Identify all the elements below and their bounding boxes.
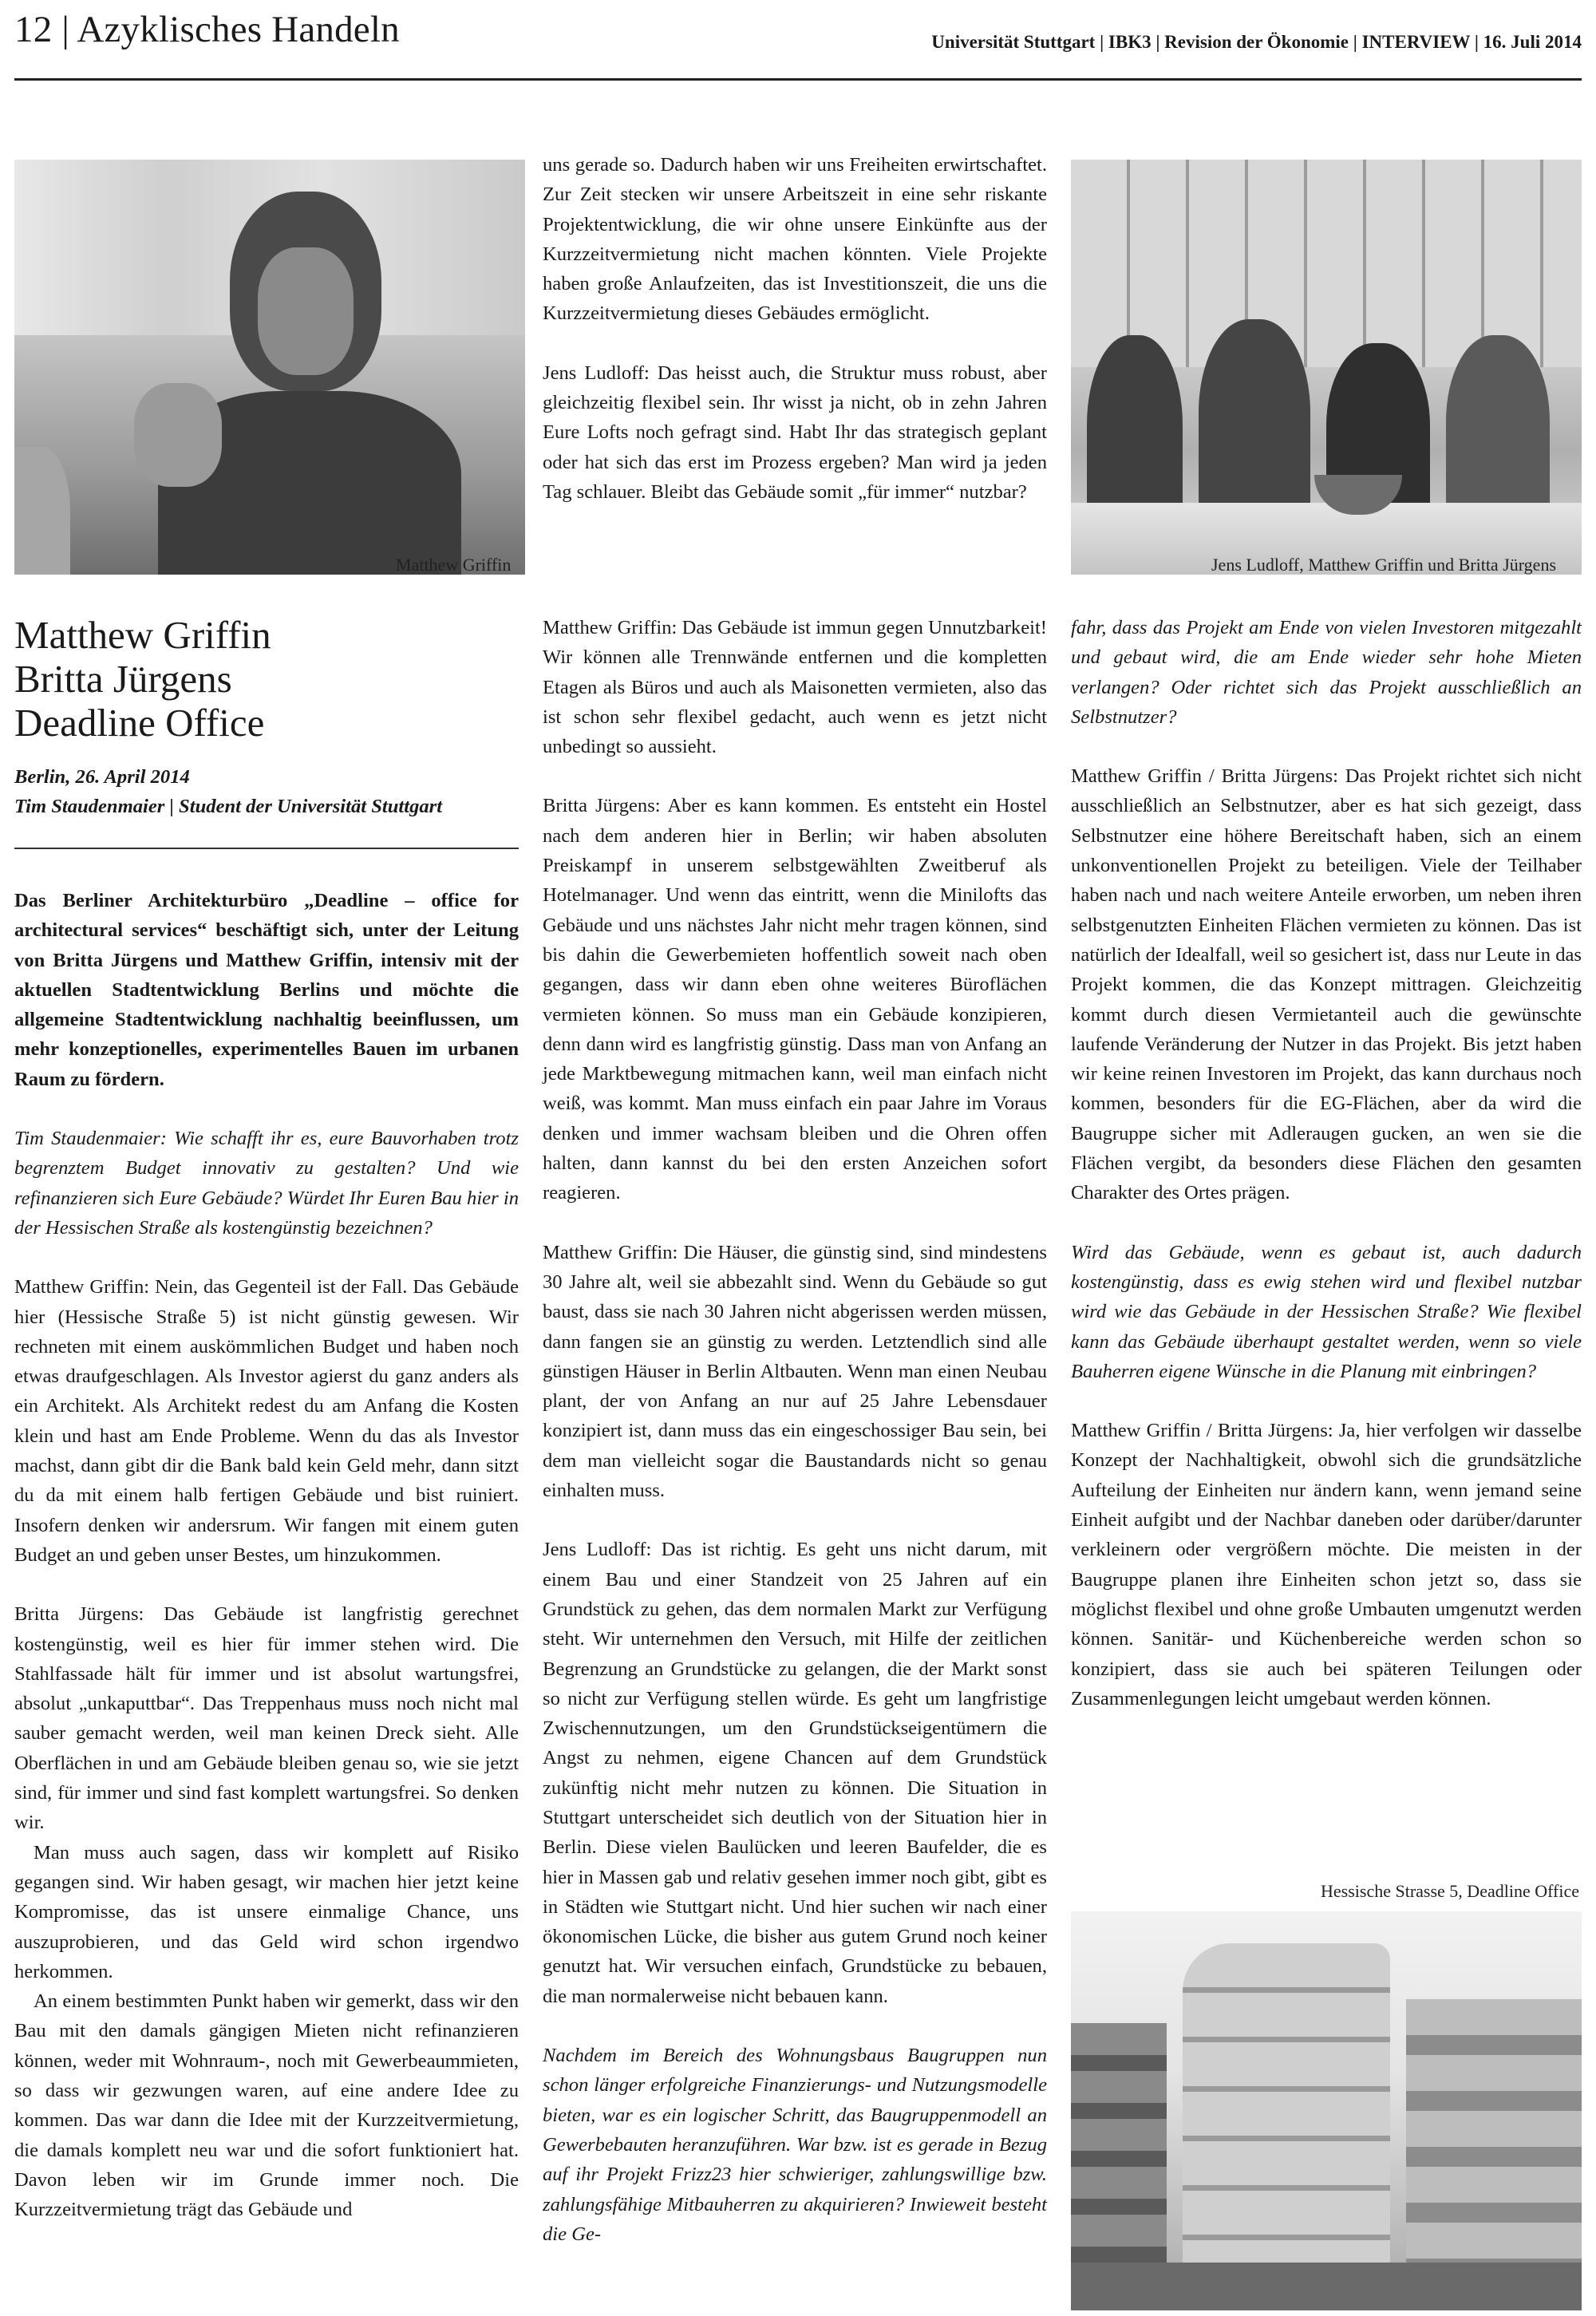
photo-group — [1071, 160, 1582, 575]
photo-matthew-griffin — [14, 160, 525, 575]
column-2-top — [543, 150, 1047, 507]
author-line: Tim Staudenmaier | Student der Universität Stuttgart — [14, 796, 443, 818]
answer-1-juergens-3: An einem bestimmten Punkt haben wir gemerkt, dass wir den Bau mit den damals gängigen Mieten nicht refinanzieren können, weder mit Wohnraum-, noch mit Gewerbeaummieten, so dass wir gezwungen waren, auf eine andere Idee zu kommen. Das war dann die Idee mit der Kurzzeitvermietung, die damals komplett neu war und die sofort funktioniert hat. Davon leben wir im Grunde immer noch. Die Kurzzeitvermietung trägt das Gebäude und — [14, 1990, 519, 2221]
title-line-3: Deadline Office — [14, 701, 265, 745]
answer-2: Matthew Griffin / Britta Jürgens: Das Projekt richtet sich nicht ausschließlich an Selbstnutzer, aber es hat sich gezeigt, dass Selbstnutzer eine höhere Bereitschaft haben, sich an einem unkonventionellen Projekt zu beteiligen. Viele der Teilhaber haben nach und nach weitere Anteile erworben, um neben ihren selbstgenutzten Einheiten Flächen vermieten zu können. Das ist natürlich der Idealfall, weil so gesichert ist, dass nur Leute in das Projekt kommen, die das Konzept mittragen. Gleichzeitig kommt durch diesen Vermietanteil auch die gewünschte laufende Veränderung der Nutzer in das Projekt. Bis jetzt haben wir keine reinen Investoren im Projekt, das kann durchaus noch kommen, besonders für die EG-Flächen, aber da wird die Baugruppe sicher mit Adleraugen gucken, an wen sie die Flächen vergibt, da besonders diese Flächen den gesamten Charakter des Ortes prägen. — [1071, 765, 1582, 1204]
photo-street — [1071, 2263, 1582, 2310]
column-1 — [14, 886, 519, 2224]
page-number: 12 — [14, 9, 53, 50]
photo-person-hand — [134, 383, 222, 487]
header-left — [14, 8, 400, 51]
photo-building — [1071, 1911, 1582, 2310]
griffin-answer-2: Matthew Griffin: Das Gebäude ist immun gegen Unnutzbarkeit! Wir können alle Trennwände entfernen und die kompletten Etagen als Büros und auch als Maisonetten vermieten, also das ist schon sehr flexibel gedacht, auch wenn es jetzt nicht unbedingt so aussieht. — [543, 617, 1047, 758]
column-2 — [543, 613, 1047, 2249]
photo-person-2 — [1199, 319, 1310, 527]
juergens-answer-2: Britta Jürgens: Aber es kann kommen. Es entsteht ein Hostel nach dem anderen hier in Berlin; wir haben absoluten Preiskampf in unserem selbstgewählten Zweitberuf als Hotelmanager. Und wenn das eintritt, wenn die Minilofts das Gebäude und uns nächstes Jahr nicht mehr tragen können, sind bis dahin die Gewerbemieten hoffentlich soweit nach oben gegangen, dass wir dann eben ohne weiteres Büroflächen vermieten können. So muss man ein Gebäude konzipieren, denn dann wird es langfristig günstig. Dass man von Anfang an jede Marktbewegung mitmachen kann, weil man einfach nicht weiß, was kommt. Man muss einfach ein paar Jahre im Voraus denken und immer wachsam bleiben und die Ohren offen halten, dann kannst du bei den ersten Anzeichen sofort reagieren. — [543, 795, 1047, 1204]
ludloff-question-1: Jens Ludloff: Das heisst auch, die Struktur muss robust, aber gleichzeitig flexibel sein. Ihr wisst ja nicht, ob in zehn Jahren Eure Lofts noch gefragt sind. Habt Ihr das strategisch geplant oder hat sich das erst im Prozess ergeben? Man wird ja jeden Tag schlauer. Bleibt das Gebäude somit „für immer“ nutzbar? — [543, 362, 1047, 503]
griffin-answer-3: Matthew Griffin: Die Häuser, die günstig sind, sind mindestens 30 Jahre alt, weil sie abbezahlt sind. Wenn du Gebäude so gut baust, dass sie nach 30 Jahren nicht abgerissen werden müssen, dann fangen sie an günstig zu werden. Letztendlich sind alle günstigen Häuser in Berlin Altbauten. Wenn man einen Neubau plant, der von Anfang an nur auf 25 Jahre Lebensdauer konzipiert ist, dann muss das ein eingeschossiger Bau sein, bei dem man vielleicht sogar die Baustandards nicht so genau einhalten muss. — [543, 1241, 1047, 1502]
section-title: Azyklisches Handeln — [77, 9, 400, 50]
photo-caption-griffin: Matthew Griffin — [396, 555, 512, 575]
page-header — [14, 8, 1582, 72]
photo-caption-building: Hessische Strasse 5, Deadline Office — [1321, 1881, 1579, 1901]
ludloff-answer-2: Jens Ludloff: Das ist richtig. Es geht uns nicht darum, mit einem Bau und einer Standzeit von 25 Jahren auf ein Grundstück zu gehen, das dem normalen Markt zur Verfügung steht. Wir unternehmen den Versuch, mit Hilfe der zeitlichen Begrenzung an Grundstücke zu gelangen, die der Markt sonst so nicht zur Verfügung stellen würde. Es geht um langfristige Zwischennutzungen, um den Grundstückseigentümern die Angst zu nehmen, eigene Chancen auf dem Grundstück zukünftig nicht mehr nutzen zu können. Die Situation in Stuttgart unterscheidet sich deutlich von der Situation hier in Berlin. Diese vielen Baulücken und leeren Baufelder, die es hier in Massen gab und relativ gesehen immer noch gibt, gibt es in Städten wie Stuttgart nicht. Und hier suchen wir nach einer ökonomischen Lücke, die bisher aus gutem Grund noch keiner genutzt hat. Wir versuchen einfach, Grundstücke zu bebauen, die man normalerweise nicht bebauen kann. — [543, 1539, 1047, 2007]
intro-paragraph: Das Berliner Architekturbüro „Deadline – office for architectural services“ beschäftigt sich, unter der Leitung von Britta Jürgens und Matthew Griffin, intensiv mit der aktuellen Stadtentwicklung Berlins und möchte die allgemeine Stadtentwicklung nachhaltig beeinflussen, um mehr konzeptionelles, experimentelles Bauen im urbanen Raum zu fördern. — [14, 890, 519, 1090]
photo-person-face — [258, 247, 354, 375]
title-line-1: Matthew Griffin — [14, 613, 271, 657]
question-2-start: Nachdem im Bereich des Wohnungsbaus Baugruppen nun schon länger erfolgreiche Finanzierungs- und Nutzungsmodelle bieten, war es ein logischer Schritt, das Baugruppenmodell an Gewerbebauten heranzuführen. War bzw. ist es gerade in Bezug auf ihr Projekt Frizz23 hier schwieriger, zahlungswillige bzw. zahlungsfähige Mitbauherren zu akquirieren? Inwieweit besteht die Ge- — [543, 2045, 1047, 2245]
answer-1-juergens: Britta Jürgens: Das Gebäude ist langfristig gerechnet kostengünstig, weil es hier für immer stehen wird. Die Stahlfassade hält für immer und ist absolut wartungsfrei, absolut „unkaputtbar“. Das Treppenhaus muss noch nicht mal sauber gemacht werden, weil man keinen Dreck sieht. Alle Oberflächen in und am Gebäude bleiben genau so, wie sie jetzt sind, für immer und sind fast komplett wartungsfrei. So denken wir. — [14, 1603, 519, 1834]
photo-building-facade — [1183, 1943, 1390, 2310]
answer-3: Matthew Griffin / Britta Jürgens: Ja, hier verfolgen wir dasselbe Konzept der Nachhaltigkeit, obwohl sich die grundsätzliche Aufteilung der Einheiten nur ändern kann, wenn jemand seine Einheit aufgibt und der Nachbar daneben oder darüber/darunter verkleinern oder vergrößern möchte. Die meisten in der Baugruppe planen ihre Einheiten schon jetzt so, dass sie möglichst flexibel und ohne große Umbauten umgenutzt werden können. Sanitär- und Küchenbereiche werden schon so konzipiert, dass sie auch bei späteren Teilungen oder Zusammenlegungen leicht umgebaut werden können. — [1071, 1420, 1582, 1709]
meta-rule — [14, 848, 519, 849]
place-date: Berlin, 26. April 2014 — [14, 766, 190, 788]
column-3 — [1071, 613, 1582, 1713]
title-line-2: Britta Jürgens — [14, 657, 232, 701]
publication-line: Universität Stuttgart | IBK3 | Revision der Ökonomie | INTERVIEW | 16. Juli 2014 — [931, 32, 1582, 52]
header-separator: | — [61, 9, 69, 50]
question-2-end: fahr, dass das Projekt am Ende von vielen Investoren mitgezahlt und gebaut wird, die am Ende wieder sehr hohe Mieten verlangen? Oder richtet sich das Projekt ausschließlich an Selbstnutzer? — [1071, 617, 1582, 728]
answer-1-juergens-2: Man muss auch sagen, dass wir komplett auf Risiko gegangen sind. Wir haben gesagt, wir machen hier jetzt keine Kompromisse, das ist unsere einmalige Chance, uns auszuprobieren, und das Geld wird schon irgendwo herkommen. — [14, 1841, 519, 1982]
column-2-continuation: uns gerade so. Dadurch haben wir uns Freiheiten erwirtschaftet. Zur Zeit stecken wir unsere Arbeitszeit in eine sehr riskante Projektentwicklung, die wir ohne unsere Einkünfte aus der Kurzzeitvermietung nicht machen könnten. Viele Projekte haben große Anlaufzeiten, das ist Investitionszeit, die uns die Kurzzeitvermietung dieses Gebäudes ermöglicht. — [543, 154, 1047, 325]
question-1: Tim Staudenmaier: Wie schafft ihr es, eure Bauvorhaben trotz begrenztem Budget innovativ zu gestalten? Und wie refinanzieren sich Eure Gebäude? Würdet Ihr Euren Bau hier in der Hessischen Straße als kostengünstig bezeichnen? — [14, 1128, 519, 1239]
photo-person-4 — [1446, 335, 1550, 527]
header-rule — [14, 78, 1582, 81]
photo-caption-group: Jens Ludloff, Matthew Griffin und Britta Jürgens — [1211, 555, 1557, 575]
article-title — [14, 613, 525, 745]
photo-left-figure — [14, 447, 70, 575]
article-meta — [14, 762, 525, 822]
answer-1-griffin: Matthew Griffin: Nein, das Gegenteil ist der Fall. Das Gebäude hier (Hessische Straße 5) ist nicht günstig gewesen. Wir rechneten mit einem auskömmlichen Budget und haben noch etwas draufgeschlagen. Als Investor agierst du ganz anders als ein Architekt. Als Architekt redest du am Anfang die Kosten klein und hast am Ende Probleme. Wenn du das als Investor machst, dann gibt dir die Bank bald kein Geld mehr, dann sitzt du da mit einem halb fertigen Gebäude und bist ruiniert. Insofern denken wir andersrum. Wir fangen mit einem guten Budget an und geben unser Bestes, um hinzukommen. — [14, 1276, 519, 1566]
question-3: Wird das Gebäude, wenn es gebaut ist, auch dadurch kostengünstig, dass es ewig stehen wird und flexibel nutzbar wird wie das Gebäude in der Hessischen Straße? Wie flexibel kann das Gebäude überhaupt gestaltet werden, wenn so viele Bauherren eigene Wünsche in die Planung mit einbringen? — [1071, 1241, 1582, 1382]
